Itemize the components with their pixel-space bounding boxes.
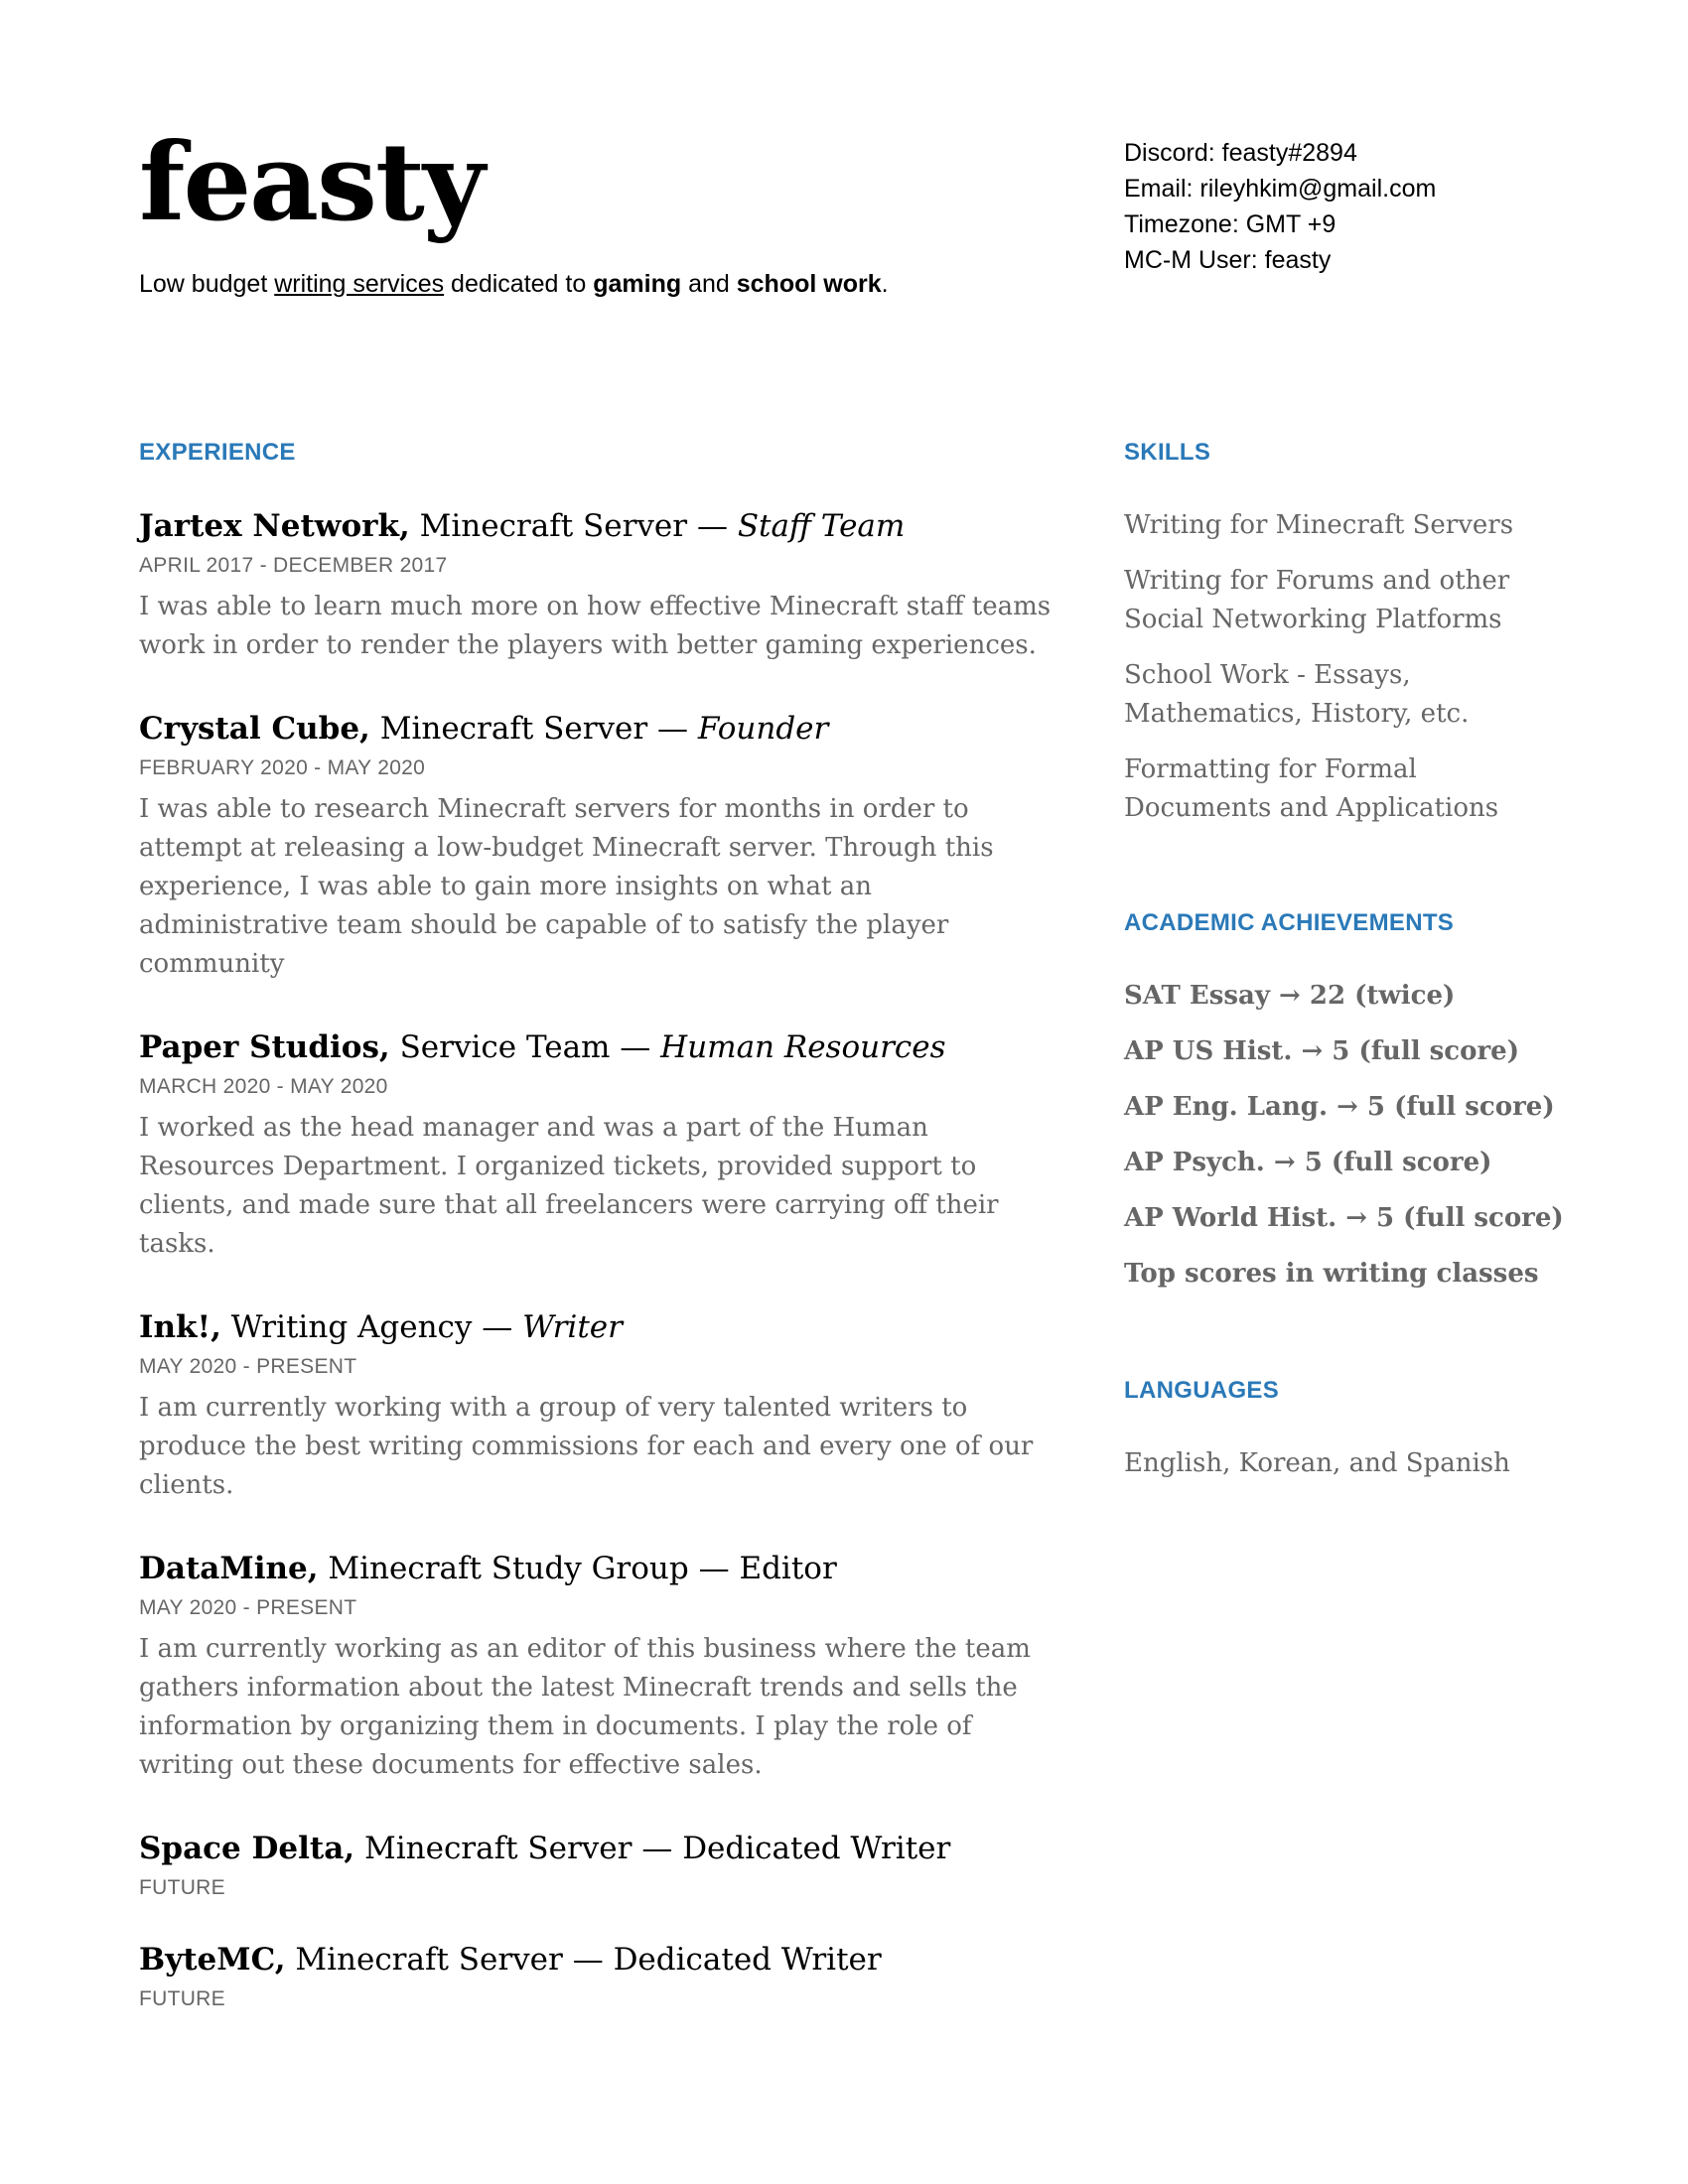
achievement-item: Top scores in writing classes <box>1124 1259 1539 1289</box>
contact-timezone: Timezone: GMT +9 <box>1124 210 1336 238</box>
job-dates: APRIL 2017 - DECEMBER 2017 <box>139 554 448 577</box>
resume-name: feasty <box>139 120 484 245</box>
experience-heading: EXPERIENCE <box>139 439 296 466</box>
experience-item <box>139 1027 1053 1264</box>
job-title <box>139 709 1053 749</box>
job-role: Dedicated Writer <box>682 1831 951 1866</box>
skills-section <box>1124 439 1561 828</box>
skill-item: Formatting for Formal Documents and Applications <box>1124 754 1499 823</box>
header <box>139 120 1033 299</box>
job-title <box>139 1549 1053 1588</box>
achievement-item: AP Psych. → 5 (full score) <box>1124 1148 1492 1177</box>
achievement-item: SAT Essay → 22 (twice) <box>1124 981 1456 1011</box>
job-role: Staff Team <box>737 508 906 544</box>
job-type: Writing Agency — <box>220 1309 523 1345</box>
achievement-item: AP World Hist. → 5 (full score) <box>1124 1203 1564 1233</box>
job-role: Editor <box>739 1551 837 1586</box>
experience-section <box>139 439 1053 2011</box>
tagline-text: . <box>881 270 889 298</box>
job-dates: FUTURE <box>139 1876 225 1899</box>
job-organization: Paper Studios, <box>139 1029 390 1065</box>
job-organization: DataMine, <box>139 1551 319 1586</box>
job-title <box>139 1940 1053 1979</box>
job-organization: ByteMC, <box>139 1942 286 1978</box>
languages-text: English, Korean, and Spanish <box>1124 1448 1510 1478</box>
sidebar <box>1124 439 1564 1483</box>
skill-item: School Work - Essays, Mathematics, History, etc. <box>1124 660 1470 729</box>
skill-item: Writing for Minecraft Servers <box>1124 510 1514 540</box>
achievements-heading: ACADEMIC ACHIEVEMENTS <box>1124 909 1455 936</box>
job-organization: Jartex Network, <box>139 508 410 544</box>
experience-item <box>139 709 1053 984</box>
experience-item <box>139 1549 1053 1785</box>
job-organization: Crystal Cube, <box>139 711 370 747</box>
job-dates: MAY 2020 - PRESENT <box>139 1596 357 1619</box>
contact-mcm-user: MC-M User: feasty <box>1124 246 1332 274</box>
job-title <box>139 1307 1053 1347</box>
job-type: Service Team — <box>389 1029 661 1065</box>
job-title <box>139 1829 1053 1868</box>
experience-item <box>139 506 1053 665</box>
job-role: Founder <box>697 711 829 747</box>
tagline-bold-school-work: school work <box>736 270 882 298</box>
job-organization: Ink!, <box>139 1309 221 1345</box>
job-dates: MARCH 2020 - MAY 2020 <box>139 1075 388 1098</box>
job-description: I worked as the head manager and was a part of the Human Resources Department. I organized tickets, provided support to clients, and made sure that all freelancers were carrying off their tasks. <box>139 1113 999 1259</box>
contact-email[interactable]: Email: rileyhkim@gmail.com <box>1124 175 1437 203</box>
achievement-item: AP US Hist. → 5 (full score) <box>1124 1036 1519 1066</box>
tagline-text: dedicated to <box>444 270 594 298</box>
job-title <box>139 1027 1053 1067</box>
languages-section <box>1124 1377 1561 1483</box>
job-type: Minecraft Server — <box>409 508 738 544</box>
contact-discord: Discord: feasty#2894 <box>1124 139 1357 167</box>
job-role: Writer <box>522 1309 623 1345</box>
job-description: I am currently working with a group of very talented writers to produce the best writing commissions for each and every one of our clients. <box>139 1393 1034 1500</box>
job-description: I was able to learn much more on how effective Minecraft staff teams work in order to render the players with better gaming experiences. <box>139 592 1052 660</box>
achievement-item: AP Eng. Lang. → 5 (full score) <box>1124 1092 1555 1122</box>
job-dates: FUTURE <box>139 1987 225 2010</box>
job-type: Minecraft Server — <box>369 711 698 747</box>
tagline-text: Low budget <box>139 270 275 298</box>
job-description: I am currently working as an editor of this business where the team gathers information about the latest Minecraft trends and sells the information by organizing them in documents. I play the role of writing out these documents for effective sales. <box>139 1634 1031 1780</box>
experience-item <box>139 1307 1053 1505</box>
experience-list <box>139 506 1053 2011</box>
job-type: Minecraft Server — <box>285 1942 614 1978</box>
job-dates: MAY 2020 - PRESENT <box>139 1355 357 1378</box>
skill-item: Writing for Forums and other Social Networking Platforms <box>1124 566 1510 634</box>
achievements-list <box>1124 977 1564 1294</box>
job-dates: FEBRUARY 2020 - MAY 2020 <box>139 756 426 779</box>
job-organization: Space Delta, <box>139 1831 355 1866</box>
job-type: Minecraft Study Group — <box>318 1551 740 1586</box>
job-role: Dedicated Writer <box>613 1942 882 1978</box>
skills-list <box>1124 506 1561 828</box>
skills-heading: SKILLS <box>1124 439 1211 466</box>
experience-item <box>139 1829 1053 1900</box>
writing-services-link[interactable]: writing services <box>274 270 445 298</box>
experience-item <box>139 1940 1053 2011</box>
job-description: I was able to research Minecraft servers for months in order to attempt at releasing a low-budget Minecraft server. Through this experience, I was able to gain more insights on what an administrative team should be capable of to satisfy the player community <box>139 794 994 979</box>
languages-heading: LANGUAGES <box>1124 1377 1280 1404</box>
tagline-bold-gaming: gaming <box>593 270 682 298</box>
contact-info <box>1124 135 1436 278</box>
tagline <box>139 270 1033 299</box>
job-role: Human Resources <box>660 1029 946 1065</box>
tagline-text: and <box>681 270 737 298</box>
achievements-section <box>1124 909 1564 1294</box>
job-type: Minecraft Server — <box>354 1831 683 1866</box>
job-title <box>139 506 1053 546</box>
